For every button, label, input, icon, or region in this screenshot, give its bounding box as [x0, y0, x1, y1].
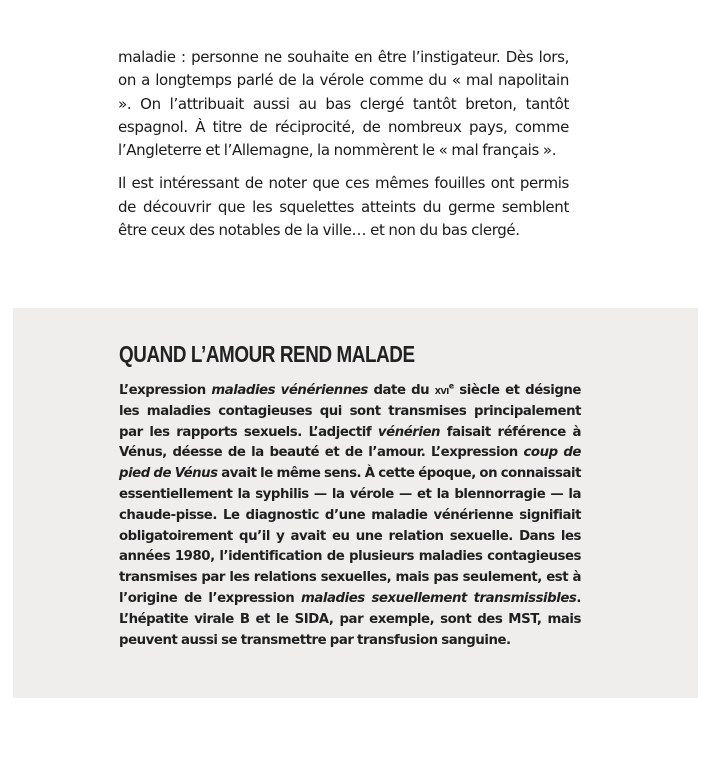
body-text: siècle et désigne les maladies contagieuses qui sont transmises principalement par les rapports sexuels. L’adjectif: [119, 383, 581, 440]
body-emphasis: coup de pied de Vénus: [119, 445, 581, 482]
sidebar-title: QUAND L’AMOUR REND MALADE: [119, 341, 415, 367]
body-text: . L’hépatite virale B et le SIDA, par exemple, sont des MST, mais peuvent aussi se transmettre par transfusion sanguine.: [119, 590, 581, 648]
body-text: date du: [367, 383, 435, 398]
body-emphasis: vénérien: [377, 424, 441, 440]
body-text: L’expression: [119, 383, 212, 398]
century-numeral: xvi: [434, 383, 449, 397]
paragraph: maladie : personne ne souhaite en être l’instigateur. Dès lors, on a longtemps parlé de la vérole comme du « mal napolitain ». On l’attribuait aussi au bas clergé tantôt breton, tantôt espagnol. À titre de réciprocité, de nombreux pays, comme l’Angleterre et l’Allemagne, la nommèrent le « mal français ».: [118, 48, 569, 160]
body-emphasis: maladies vénériennes: [211, 383, 368, 398]
body-text: faisait référence à Vénus, déesse de la beauté et de l’amour. L’expression: [119, 424, 581, 461]
sidebar-box: [13, 308, 698, 698]
body-emphasis: maladies sexuellement transmissibles: [301, 590, 577, 606]
main-text-column: [118, 46, 569, 252]
body-text: avait le même sens. À cette époque, on connaissait essentiellement la syphilis — la vérole — et la blennorragie — la chaude-pisse. Le diagnostic d’une maladie vénérienne signifiait obligatoirement qu’il y avait eu une relation sexuelle. Dans les années 1980, l’identification de plusieurs maladies contagieuses transmises par les relations sexuelles, mais pas seulement, est à l’origine de l’expression: [119, 466, 581, 606]
paragraph: Il est intéressant de noter que ces mêmes fouilles ont permis de découvrir que les squelettes atteints du germe semblent être ceux des notables de la ville… et non du bas clergé.: [118, 174, 569, 240]
century-superscript: e: [448, 381, 454, 391]
sidebar-body: [119, 380, 581, 651]
